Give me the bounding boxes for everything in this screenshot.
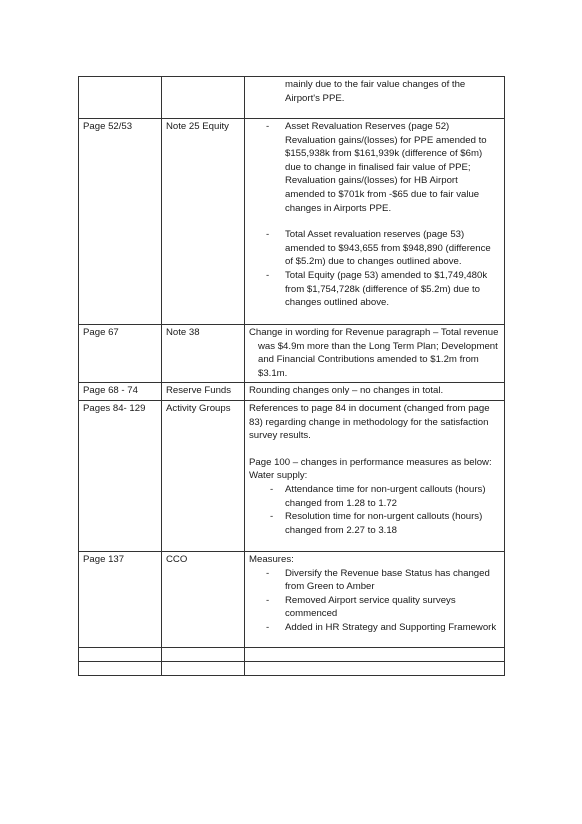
- note-cell: Reserve Funds: [162, 383, 245, 401]
- description-cell: [245, 77, 505, 119]
- empty-cell: [162, 647, 245, 661]
- change-list: [249, 567, 500, 635]
- measures-heading: Measures:: [249, 553, 294, 565]
- table-row: [79, 119, 505, 325]
- description-cell: Rounding changes only – no changes in total.: [245, 383, 505, 401]
- note-cell: Note 25 Equity: [162, 119, 245, 325]
- change-list: [249, 120, 500, 215]
- continuation-text: mainly due to the fair value changes of the Airport's PPE.: [285, 79, 466, 104]
- note-cell: [162, 77, 245, 119]
- empty-cell: [162, 661, 245, 675]
- note-cell: Note 38: [162, 325, 245, 383]
- page-cell: Page 137: [79, 551, 162, 647]
- empty-cell: [79, 647, 162, 661]
- note-cell: Activity Groups: [162, 400, 245, 551]
- empty-cell: [79, 661, 162, 675]
- page-cell: [79, 77, 162, 119]
- table-row: [79, 661, 505, 675]
- page-cell: Pages 84- 129: [79, 400, 162, 551]
- table-row: [79, 77, 505, 119]
- change-list: [249, 483, 500, 537]
- description-cell: [245, 400, 505, 551]
- table-row: [79, 647, 505, 661]
- change-text: References to page 84 in document (changed from page 83) regarding change in methodology for the satisfaction survey results.: [249, 402, 490, 442]
- description-cell: [245, 119, 505, 325]
- list-item: - Added in HR Strategy and Supporting Framework: [249, 621, 500, 635]
- page-cell: Page 68 - 74: [79, 383, 162, 401]
- table-row: [79, 383, 505, 401]
- description-cell: [245, 325, 505, 383]
- list-item: - Asset Revaluation Reserves (page 52) Revaluation gains/(losses) for PPE amended to $155,938k from $161,939k (difference of $6m) due to change in finalised fair value of PPE; Revaluation gains/(losses) for HB Airport amended to $701k from -$65 due to fair value changes in Airports PPE.: [249, 120, 500, 215]
- description-cell: [245, 551, 505, 647]
- table-row: [79, 400, 505, 551]
- changes-table: [78, 76, 505, 676]
- page-cell: Page 67: [79, 325, 162, 383]
- page-cell: Page 52/53: [79, 119, 162, 325]
- list-item: - Attendance time for non-urgent callouts (hours) changed from 1.28 to 1.72: [249, 483, 500, 510]
- list-item: - Removed Airport service quality surveys commenced: [249, 594, 500, 621]
- empty-cell: [245, 647, 505, 661]
- list-item: - Total Equity (page 53) amended to $1,749,480k from $1,754,728k (difference of $5.2m) due to changes outlined above.: [249, 269, 500, 310]
- list-item: - Diversify the Revenue base Status has changed from Green to Amber: [249, 567, 500, 594]
- note-cell: CCO: [162, 551, 245, 647]
- change-list: [249, 228, 500, 310]
- list-item: - Total Asset revaluation reserves (page 53) amended to $943,655 from $948,890 (difference of $5.2m) due to changes outlined above.: [249, 228, 500, 269]
- table-row: [79, 325, 505, 383]
- empty-cell: [245, 661, 505, 675]
- sub-heading: Water supply:: [249, 470, 308, 482]
- list-item: - Resolution time for non-urgent callouts (hours) changed from 2.27 to 3.18: [249, 510, 500, 537]
- change-text: Change in wording for Revenue paragraph – Total revenue was $4.9m more than the Long Term Plan; Development and Financial Contributions amended to $1.2m from $3.1m.: [249, 327, 499, 379]
- change-text: Page 100 – changes in performance measures as below:: [249, 456, 492, 468]
- table-row: [79, 551, 505, 647]
